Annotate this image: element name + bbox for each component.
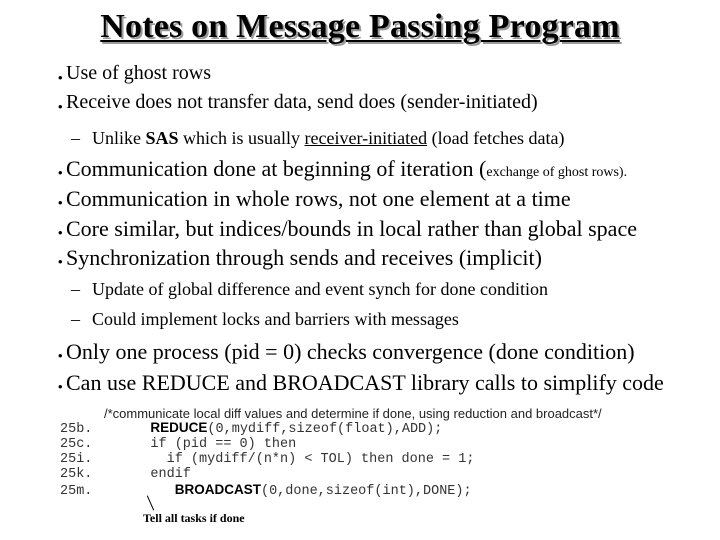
receiver-initiated-term: receiver-initiated [304,128,428,148]
code-keyword: REDUCE [150,420,208,435]
bullet-dot: • [58,225,63,240]
bullet-small-text: exchange of ghost rows). [486,165,628,180]
bullet-ghost-rows: Use of ghost rows [66,62,211,84]
sub-dash: – [71,309,80,329]
sub-bullet-global-difference: Update of global difference and event synch for done condition [92,279,549,299]
sub-text: Unlike [92,128,146,148]
bullet-dot: • [58,70,63,85]
sub-text: which is usually [178,128,305,148]
code-line [60,452,474,467]
sub-dash: – [71,279,80,299]
sub-bullet-sas [92,128,565,149]
line-number: 25m. [60,484,93,499]
code-line [60,437,474,452]
code-line [60,482,474,499]
code-block [60,420,474,499]
code-indent [118,452,167,467]
line-number: 25c. [60,437,93,452]
bullet-dot: • [58,379,63,394]
annotation-tell-all-tasks: Tell all tasks if done [143,511,245,525]
code-indent [118,467,150,482]
bullet-receive-send: Receive does not transfer data, send does (sender-initiated) [66,91,538,113]
bullet-one-process: Only one process (pid = 0) checks convergence (done condition) [66,339,635,364]
bullet-reduce-broadcast: Can use REDUCE and BROADCAST library calls to simplify code [66,370,664,395]
bullet-core-similar: Core similar, but indices/bounds in local rather than global space [66,216,637,241]
code-indent [118,422,150,437]
line-number: 25k. [60,467,93,482]
slide-title: Notes on Message Passing Program [100,8,620,45]
bullet-dot: • [58,348,63,363]
bullet-synchronization: Synchronization through sends and receives (implicit) [66,245,542,270]
sub-bullet-locks-barriers: Could implement locks and barriers with messages [92,309,459,329]
bullet-dot: • [58,99,63,114]
code-text: endif [150,467,191,482]
sub-dash: – [71,128,80,148]
code-comment: /*communicate local diff values and determine if done, using reduction and broadcast*/ [104,406,602,421]
code-keyword: BROADCAST [174,482,261,497]
bullet-communication-iteration [66,156,627,182]
bullet-whole-rows: Communication in whole rows, not one element at a time [66,186,571,211]
bullet-dot: • [58,254,63,269]
bullet-dot: • [58,195,63,210]
line-number: 25i. [60,452,93,467]
code-line [60,420,474,437]
code-text: (0,done,sizeof(int),DONE); [260,484,472,499]
sas-term: SAS [145,128,179,148]
code-text: (0,mydiff,sizeof(float),ADD); [207,422,443,437]
bullet-text: Communication done at beginning of iteration ( [66,156,487,181]
code-line [60,467,474,482]
sub-text: (load fetches data) [427,128,565,148]
code-text: if (pid == 0) then [150,437,297,452]
code-text: if (mydiff/(n*n) < TOL) then done = 1; [166,452,475,467]
bullet-dot: • [58,165,63,180]
line-number: 25b. [60,422,93,437]
code-indent [118,437,150,452]
